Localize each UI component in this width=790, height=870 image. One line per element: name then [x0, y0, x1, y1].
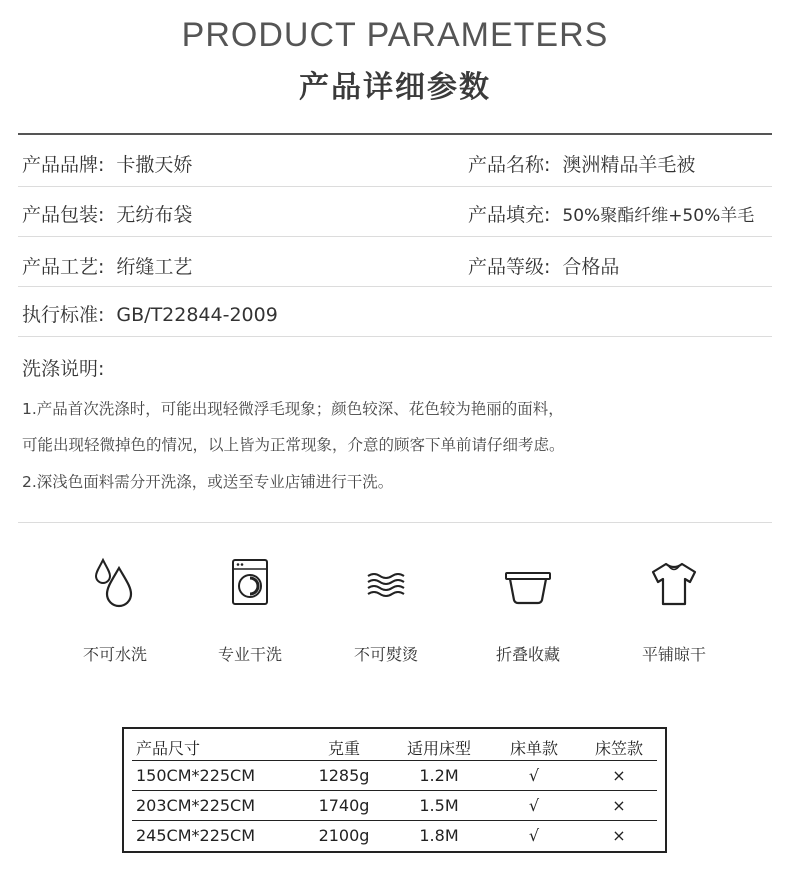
table-header-cell: 适用床型	[406, 739, 471, 758]
care-label: 不可水洗	[82, 645, 147, 664]
table-cell: 203CM*225CM	[136, 796, 256, 815]
washing-title: 洗涤说明:	[22, 358, 105, 380]
param-craft	[22, 252, 192, 279]
row-divider	[18, 286, 772, 287]
table-header-cell: 克重	[327, 739, 360, 758]
param-key: 产品名称:	[468, 154, 551, 176]
param-value: 卡撒天娇	[116, 154, 193, 176]
row-divider	[18, 236, 772, 237]
param-value: 50%聚酯纤维+50%羊毛	[562, 206, 755, 226]
row-divider	[18, 186, 772, 187]
care-item-fold-store	[458, 556, 598, 664]
param-value: GB/T22844-2009	[116, 304, 278, 326]
param-grade	[468, 252, 619, 279]
section-divider	[18, 522, 772, 523]
table-cell: ×	[612, 766, 626, 785]
param-key: 执行标准:	[22, 304, 105, 326]
row-divider	[18, 336, 772, 337]
basin-icon	[498, 556, 558, 616]
param-key: 产品填充:	[468, 204, 551, 226]
table-cell: 1285g	[318, 766, 370, 785]
table-row	[124, 821, 665, 851]
wavy-lines-icon	[356, 556, 416, 616]
table-cell: 150CM*225CM	[136, 766, 256, 785]
care-label: 折叠收藏	[495, 645, 560, 664]
care-item-no-wash	[45, 556, 185, 664]
param-name	[468, 150, 695, 177]
tshirt-icon	[644, 556, 704, 616]
care-item-dry-clean	[180, 556, 320, 664]
table-header-row	[124, 731, 665, 761]
table-cell: √	[528, 826, 540, 845]
table-cell: 1.5M	[419, 796, 459, 815]
table-header-cell: 产品尺寸	[136, 739, 201, 758]
table-cell: ×	[612, 796, 626, 815]
param-key: 产品等级:	[468, 256, 551, 278]
table-row	[124, 761, 665, 791]
param-standard	[22, 300, 278, 327]
water-drops-icon	[85, 556, 145, 616]
page-title-en: PRODUCT PARAMETERS	[181, 16, 609, 54]
param-value: 无纺布袋	[116, 204, 193, 226]
care-item-flat-dry	[604, 556, 744, 664]
param-value: 合格品	[562, 256, 620, 278]
washing-line: 2.深浅色面料需分开洗涤，或送至专业店铺进行干洗。	[22, 473, 394, 491]
param-value: 绗缝工艺	[116, 256, 193, 278]
table-cell: ×	[612, 826, 626, 845]
param-brand	[22, 150, 192, 177]
param-value: 澳洲精品羊毛被	[562, 154, 696, 176]
param-package	[22, 200, 192, 227]
table-cell: 1.2M	[419, 766, 459, 785]
table-cell: 245CM*225CM	[136, 826, 256, 845]
care-item-no-iron	[316, 556, 456, 664]
washing-machine-icon	[220, 556, 280, 616]
table-cell: √	[528, 796, 540, 815]
care-label: 平铺晾干	[641, 645, 706, 664]
table-cell: √	[528, 766, 540, 785]
table-cell: 1.8M	[419, 826, 459, 845]
care-label: 不可熨烫	[353, 645, 418, 664]
washing-line: 1.产品首次洗涤时，可能出现轻微浮毛现象；颜色较深、花色较为艳丽的面料，	[22, 400, 564, 418]
table-cell: 2100g	[318, 826, 370, 845]
param-filling	[468, 200, 754, 227]
washing-line: 可能出现轻微掉色的情况，以上皆为正常现象，介意的顾客下单前请仔细考虑。	[22, 436, 565, 454]
param-key: 产品工艺:	[22, 256, 105, 278]
param-key: 产品品牌:	[22, 154, 105, 176]
page-title-cn: 产品详细参数	[299, 70, 491, 105]
header-divider	[18, 133, 772, 135]
care-label: 专业干洗	[217, 645, 282, 664]
table-cell: 1740g	[318, 796, 370, 815]
param-key: 产品包装:	[22, 204, 105, 226]
size-table	[122, 727, 667, 853]
table-header-cell: 床单款	[509, 739, 558, 758]
table-header-cell: 床笠款	[594, 739, 643, 758]
table-row	[124, 791, 665, 821]
